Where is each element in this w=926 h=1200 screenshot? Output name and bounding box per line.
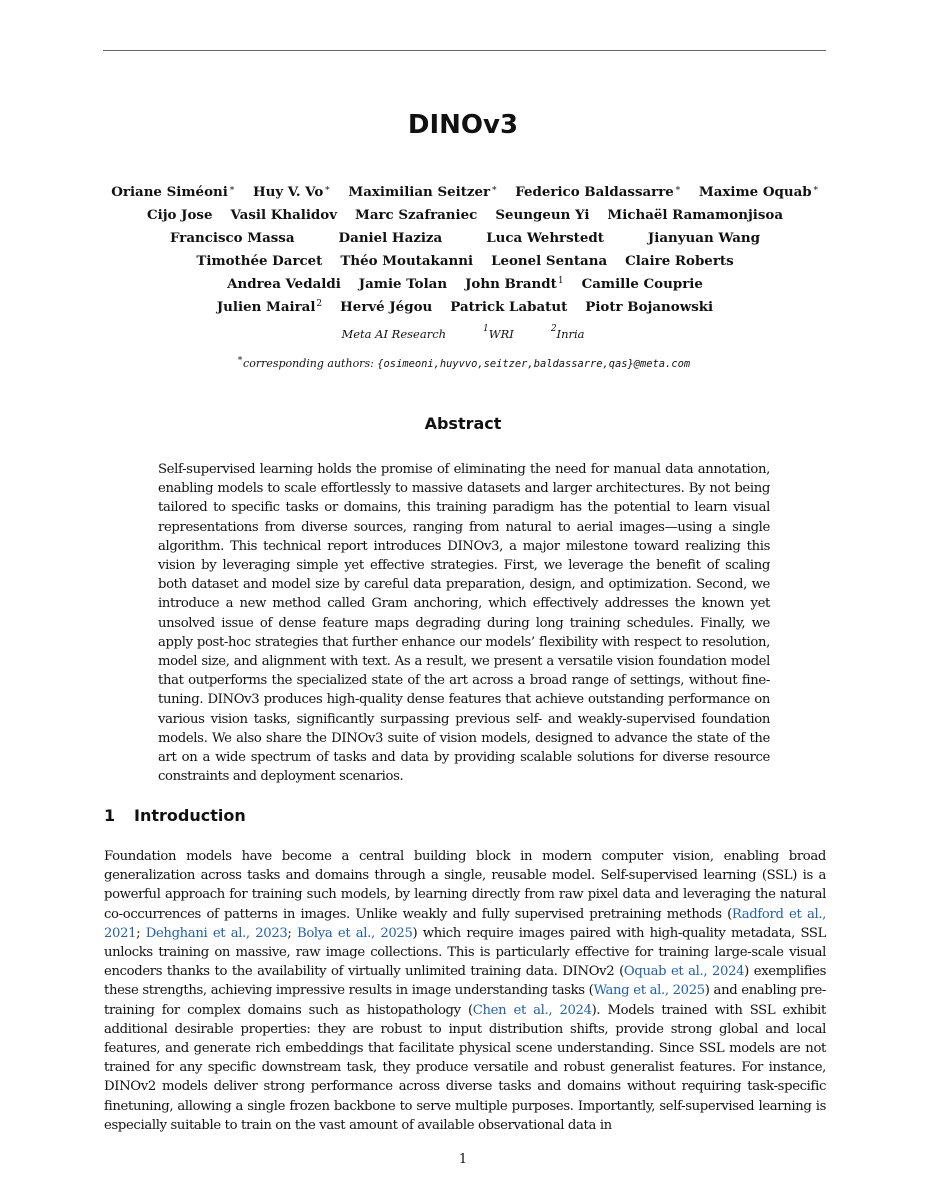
author-name [648,227,760,250]
author-text: Vasil Khalidov [230,207,337,223]
author-affiliation-mark: ∗ [324,184,331,194]
affiliation-name: Meta AI Research [341,327,447,341]
intro-text-run: ; [287,925,297,941]
intro-text-run: Foundation models have become a central building block in modern computer vision, enabling broad generalization across tasks and domains through a single, reusable model. Self-supervised learning (SSL) is a powerful approach for training such models, by learning directly from raw pixel data and leveraging the natural co-occurrences of patterns in images. Unlike weakly and fully supervised pretraining methods ( [104,849,826,922]
affiliations [0,324,926,341]
author-row [90,227,840,250]
author-text: Daniel Haziza [338,230,443,246]
citation-link[interactable]: Bolya et al., 2025 [297,925,413,941]
corresponding-label: corresponding authors: [243,357,374,370]
author-name [582,273,703,296]
author-affiliation-mark: ∗ [491,184,498,194]
author-name [607,204,783,227]
author-affiliation-mark: ∗ [228,184,235,194]
author-text: Julien Mairal [216,299,316,315]
introduction-text [104,847,826,1135]
author-row [90,250,840,273]
author-text: Cijo Jose [146,207,213,223]
author-text: Leonel Sentana [491,253,608,269]
author-text: Patrick Labatut [450,299,568,315]
author-name [486,227,604,250]
author-name [465,273,563,296]
author-text: Marc Szafraniec [355,207,478,223]
author-text: Jamie Tolan [358,276,448,292]
author-text: Luca Wehrstedt [486,230,604,246]
corresponding-mark: ∗ [236,354,244,364]
author-name [253,181,330,204]
author-text: Claire Roberts [625,253,734,269]
abstract-text: Self-supervised learning holds the promise of eliminating the need for manual data annotation, enabling models to scale effortlessly to massive datasets and larger architectures. By not being tailored to specific tasks or domains, this training paradigm has the potential to learn visual representations from diverse sources, ranging from natural to aerial images—using a single algorithm. This technical report introduces DINOv3, a major milestone toward realizing this vision by leveraging simple yet effective strategies. First, we leverage the benefit of scaling both dataset and model size by careful data preparation, design, and optimization. Second, we introduce a new method called Gram anchoring, which effectively addresses the known yet unsolved issue of dense feature maps degrading during long training schedules. Finally, we apply post-hoc strategies that further enhance our models’ flexibility with respect to resolution, model size, and alignment with text. As a result, we present a versatile vision foundation model that outperforms the specialized state of the art across a broad range of settings, without fine-tuning. DINOv3 produces high-quality dense features that achieve outstanding performance on various vision tasks, significantly surpassing previous self- and weakly-supervised foundation models. We also share the DINOv3 suite of vision models, designed to advance the state of the art on a wide spectrum of tasks and data by providing scalable solutions for diverse resource constraints and deployment scenarios. [158,462,770,785]
author-affiliation-mark: 2 [316,299,323,309]
author-text: Maxime Oquab [698,184,812,200]
author-text: John Brandt [465,276,557,292]
top-rule [103,50,826,51]
author-name [585,296,713,319]
author-text: Oriane Siméoni [111,184,228,200]
author-affiliation-mark: ∗ [812,184,819,194]
affiliation-name: WRI [488,327,514,341]
citation-link[interactable]: Radford et al., 2021 [104,906,827,941]
page-number: 1 [458,1152,468,1167]
intro-text-run: ) exemplifies these strengths, achieving impressive results in image understanding tasks ( [104,964,826,999]
intro-text-run: ). Models trained with SSL exhibit additional desirable properties: they are robust to input distribution shifts, provide strong global and local features, and generate rich embeddings that facilitate physical scene understanding. Since SSL models are not trained for any specific downstream task, they produce versatile and robust generalist features. For instance, DINOv2 models deliver strong performance across diverse tasks and domains without requiring task-specific finetuning, allowing a single frozen backbone to serve multiple purposes. Importantly, self-supervised learning is especially suitable to train on the vast amount of available observational data in [104,1002,826,1133]
author-text: Piotr Bojanowski [585,299,714,315]
affiliation-mark: 2 [550,324,557,334]
affiliation-mark: 1 [483,324,489,334]
author-row [90,181,840,204]
author-name [340,250,473,273]
abstract-heading: Abstract [424,414,502,433]
author-name [491,250,607,273]
author-text: Michaël Ramamonjisoa [607,207,784,223]
affiliation-name: Inria [556,327,585,341]
author-name [348,181,497,204]
intro-text-run: ; [136,925,146,941]
author-text: Camille Couprie [581,276,703,292]
author-name [515,181,681,204]
author-affiliation-mark: 1 [557,276,564,286]
section-title: Introduction [134,806,246,825]
corresponding-authors [0,354,926,370]
author-name [230,204,337,227]
author-name [450,296,567,319]
intro-text-run: ) and enabling pre-training for complex domains such as histopathology ( [104,983,826,1018]
author-text: Seungeun Yi [495,207,590,223]
author-text: Jianyuan Wang [647,230,760,246]
author-name [147,204,213,227]
author-name [170,227,295,250]
author-text: Hervé Jégou [340,299,433,315]
author-name [111,181,235,204]
affiliation [341,327,446,341]
author-name [227,273,341,296]
author-row [90,296,840,319]
author-row [90,273,840,296]
section-heading [104,806,246,825]
author-name [340,296,432,319]
intro-text-run: ) which require images paired with high-quality metadata, SSL unlocks training on massive, raw image collections. This is particularly effective for training large-scale visual encoders thanks to the availability of virtually unlimited training data. DINOv2 ( [104,925,826,980]
citation-link[interactable]: Dehghani et al., 2023 [145,925,288,941]
author-text: Francisco Massa [170,230,295,246]
author-name [495,204,589,227]
author-name [359,273,447,296]
author-text: Federico Baldassarre [515,184,674,200]
author-name [355,204,477,227]
author-name [625,250,733,273]
author-list [90,181,840,319]
citation-link[interactable]: Oquab et al., 2024 [623,964,745,980]
section-number: 1 [104,806,116,825]
author-text: Andrea Vedaldi [227,276,341,292]
author-name [196,250,322,273]
author-text: Timothée Darcet [196,253,323,269]
author-text: Théo Moutakanni [340,253,474,269]
author-text: Maximilian Seitzer [348,184,491,200]
author-name [699,181,819,204]
author-text: Huy V. Vo [252,184,324,200]
affiliation [550,324,585,341]
author-affiliation-mark: ∗ [674,184,681,194]
paper-title: DINOv3 [407,110,519,140]
author-row [90,204,840,227]
citation-link[interactable]: Wang et al., 2025 [593,983,705,999]
author-name [217,296,322,319]
corresponding-emails: {osimeoni,huyvvo,seitzer,baldassarre,qas}@meta.com [377,358,691,370]
author-name [339,227,443,250]
citation-link[interactable]: Chen et al., 2024 [472,1002,592,1018]
affiliation [482,324,514,341]
